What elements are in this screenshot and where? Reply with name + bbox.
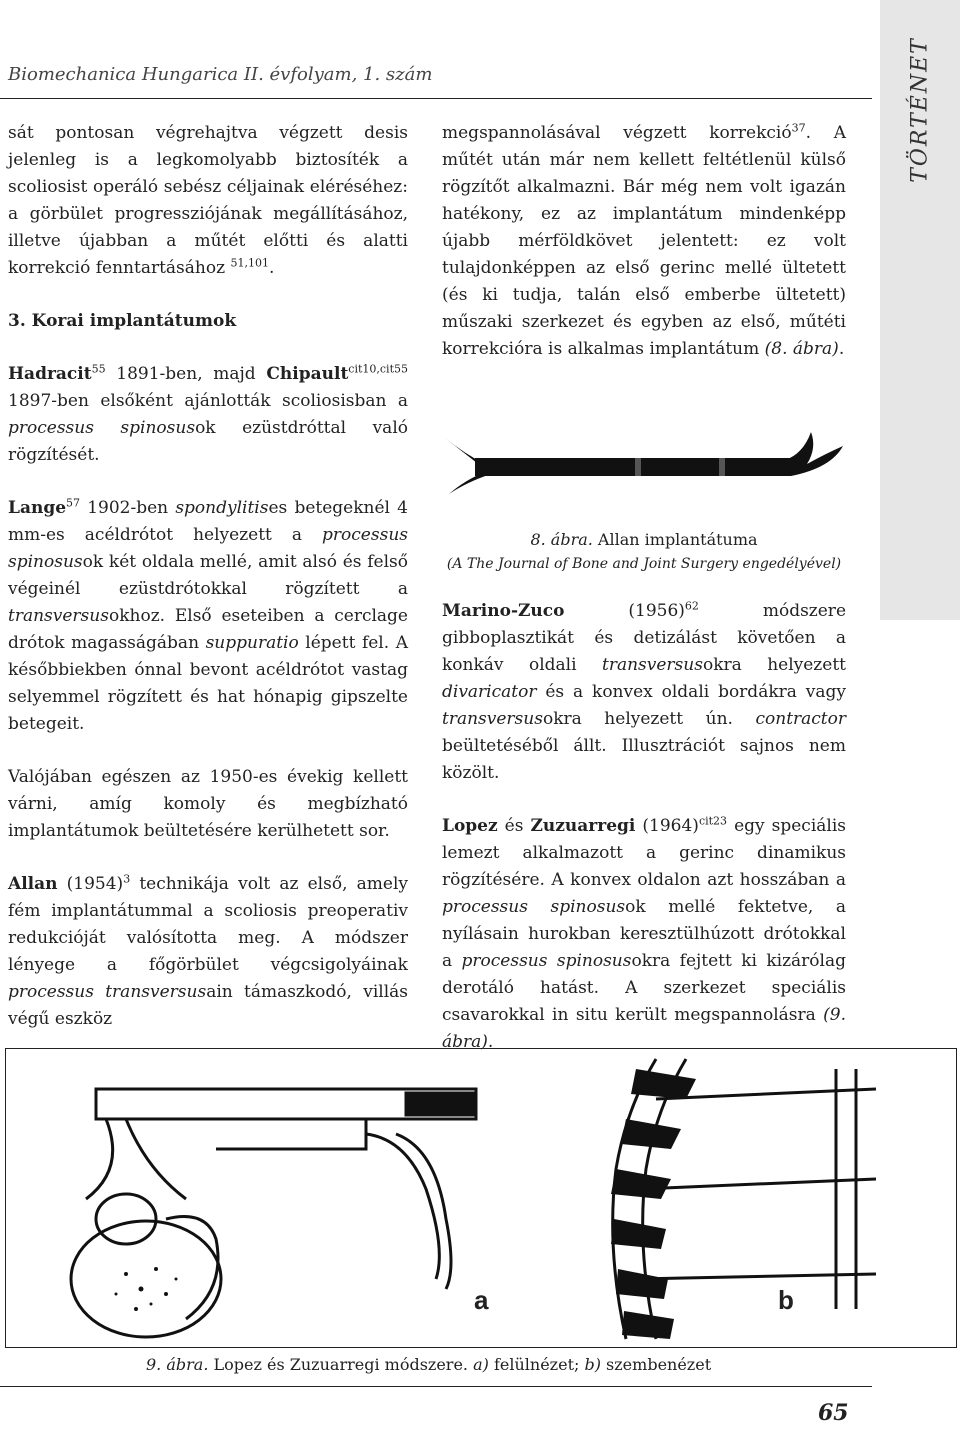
paragraph-marino-zuco: Marino-Zuco $(1956)^{62}$ módszere gibboplasztikát és detizálást követően a konkáv oldali transversusokra helyezett divaricator és a konvex oldali bordákra vagy transversusokra helyezett ún. contractor beültetéséből állt. Illusztrációt sajnos nem közölt. — [442, 599, 846, 783]
fig8-caption: 8. ábra. Allan implantátuma (A The Journal of Bone and Joint Surgery engedélyével) — [446, 530, 842, 572]
fig9-frame — [5, 1048, 957, 1348]
fig9-caption: 9. ábra. Lopez és Zuzuarregi módszere. a) felülnézet; b) szembenézet — [146, 1355, 712, 1374]
footer-rule — [0, 1386, 872, 1387]
fig9-label-b: b — [778, 1285, 794, 1315]
allan-implant-figure — [445, 424, 847, 500]
vertebra-top-view-illustration — [66, 1049, 536, 1345]
side-tab-label: TÖRTÉNET — [907, 37, 933, 183]
fig9-label-a: a — [474, 1285, 489, 1315]
spine-front-view-illustration — [536, 1049, 956, 1345]
paragraph-intro: sát pontosan végrehajtva végzett desis jelenleg is a legkomolyabb biztosíték a scoliosist operáló sebész céljainak eléréséhez: a görbület progressziójának megállításához, illetve újabban a műtét előtti és alatti korrekció fenntartásához $^{51,101}$. — [8, 123, 408, 278]
right-column-lower — [442, 598, 846, 1082]
paragraph-allan: Allan $(1954)^3$ technikája volt az első, amely fém implantátummal a scoliosis preoperativ redukcióját valósította meg. A módszer lényege a főgörbület végcsigolyáinak processus transversusain támaszkodó, villás végű eszköz — [8, 872, 409, 1029]
header-rule — [0, 98, 872, 99]
paragraph-lopez: Lopez és Zuzuarregi $(1964)^{cit23}$ egy speciális lemezt alkalmazott a gerinc dinamikus rögzítésére. A konvex oldalon azt hosszában a processus spinosusok mellé fektetve, a nyílásain hurokban keresztülhúzott drótokkal a processus spinosusokra fejtett ki kizárólag derotáló hatást. A szerkezet speciális csavarokkal in situ került megspannolásra (9. ábra). — [442, 814, 847, 1052]
paragraph-1950s: Valójában egészen az 1950-es évekig kellett várni, amíg komoly és megbízható implantátumok beültetésére kerülhetett sor. — [8, 767, 408, 841]
page-number: 65 — [818, 1400, 849, 1426]
paragraph-hadracit: Hadracit$^{55}$ 1891-ben, majd Chipault$^{cit10,cit55}$ 1897-ben elsőként ajánlották scoliosisban a processus spinosusok ezüstdróttal való rögzítését. — [8, 362, 408, 465]
paragraph-lange: Lange$^{57}$ 1902-ben spondylitises betegeknél 4 mm-es acéldrótot helyezett a processus spinosusok két oldala mellé, amit alsó és felső végeinél ezüstdrótokkal rögzített a transversusokhoz. Első eseteiben a cerclage drótok magasságában suppuratio lépett fel. A későbbiekben ónnal bevont acéldrótot vastag selyemmel rögzített és hat hónapig gipszelte betegeit. — [8, 496, 408, 734]
left-column — [8, 120, 408, 1059]
right-column — [442, 120, 846, 389]
section-title: 3. Korai implantátumok — [8, 311, 237, 331]
paragraph-allan-cont: megspannolásával végzett korrekció$^{37}$. A műtét után már nem kellett feltétlenül külső rögzítőt alkalmazni. Bár még nem volt igazán hatékony, ez az implantátum mindenképp újabb mérföldkövet jelentett: ez volt tulajdonképpen az első gerinc mellé ültetett (és ki tudja, talán első emberbe ültetett) műszaki szerkezet és egyben az első, műtéti korrekcióra is alkalmas implantátum (8. ábra). — [442, 121, 846, 359]
section-side-tab — [880, 0, 960, 620]
journal-header: Biomechanica Hungarica II. évfolyam, 1. szám — [8, 64, 433, 85]
